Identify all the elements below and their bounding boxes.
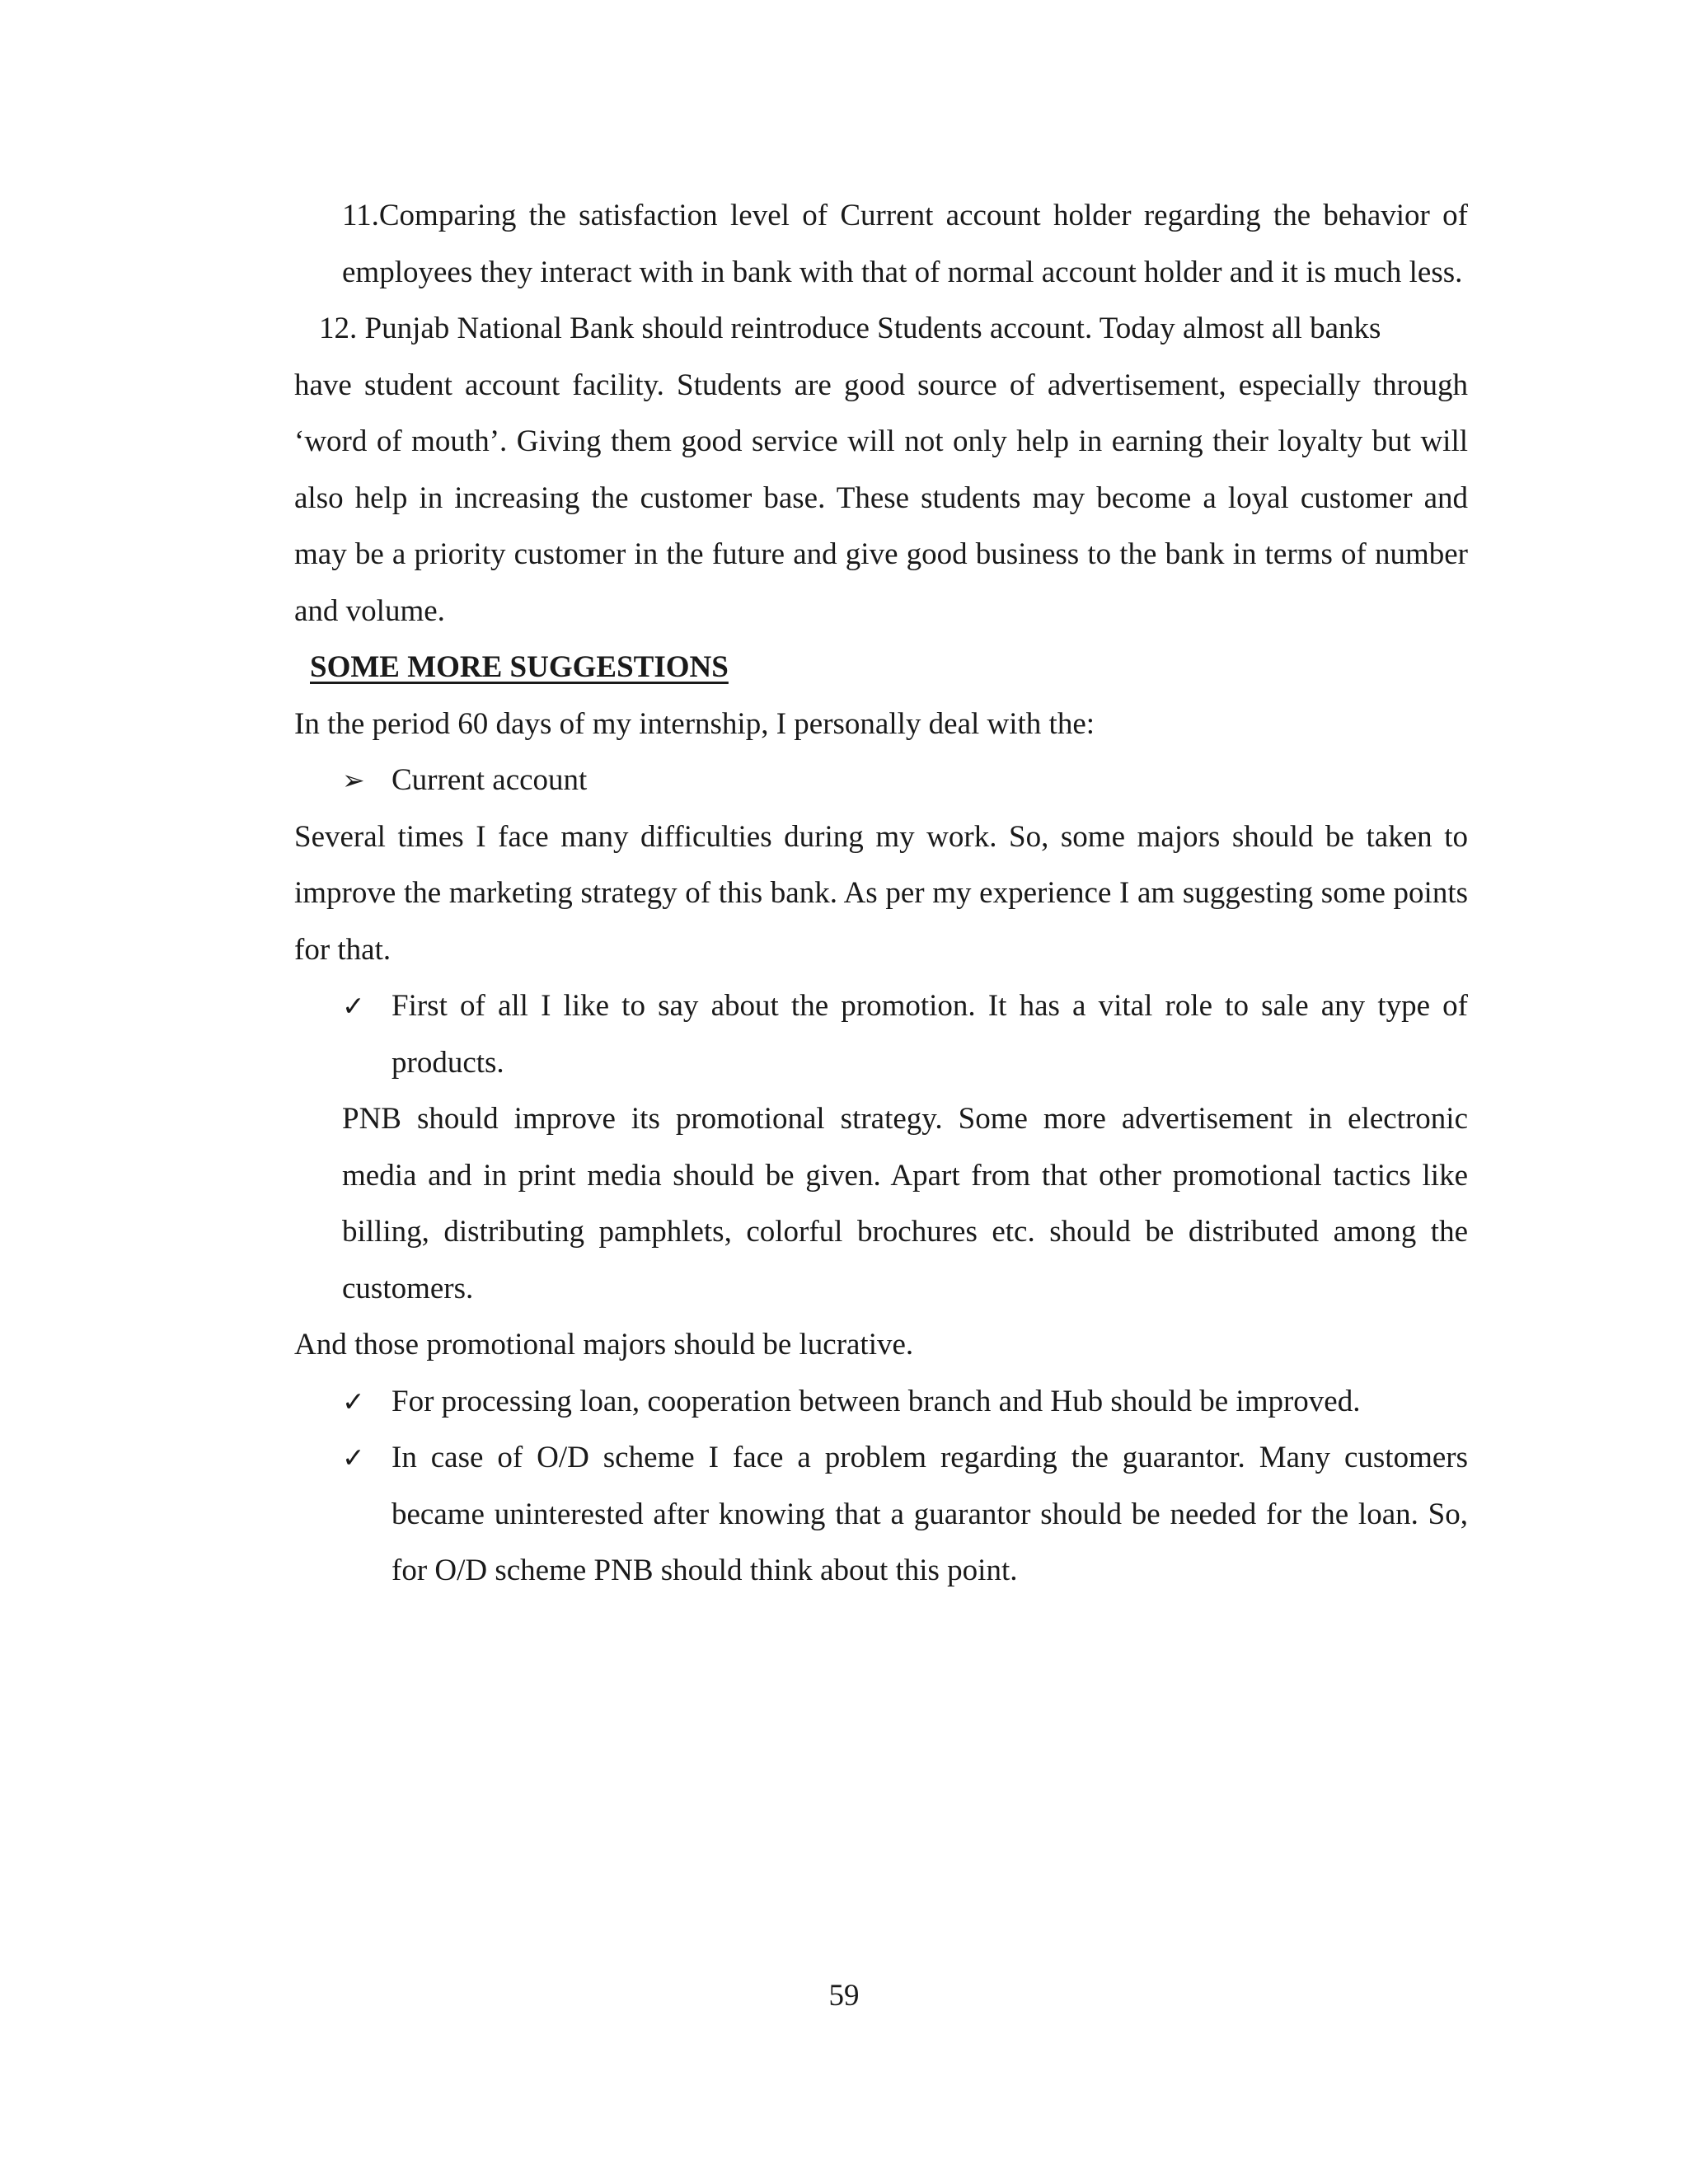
- arrow-bullet-icon: ➢: [342, 764, 365, 796]
- suggestion-item-12-lead: 12. Punjab National Bank should reintroduce Students account. Today almost all banks: [319, 312, 1381, 345]
- suggestion-item-12-body: have student account facility. Students are good source of advertisement, especially through ‘word of mouth’. Giving them good service will not only help in earning their loyalty but will also help in increasing the customer base. These students may become a loyal customer and may be a priority customer in the future and give good business to the bank in terms of number and volume.: [294, 368, 1468, 628]
- suggestion-item-11: 11.Comparing the satisfaction level of Current account holder regarding the behavior of employees they interact with in bank with that of normal account holder and it is much less.: [342, 199, 1468, 289]
- page-body: [294, 188, 1468, 1600]
- difficulties-paragraph: Several times I face many difficulties during my work. So, some majors should be taken to improve the marketing strategy of this bank. As per my experience I am suggesting some points for that.: [294, 819, 1468, 967]
- promotion-paragraph: PNB should improve its promotional strategy. Some more advertisement in electronic media and in print media should be given. Apart from that other promotional tactics like billing, distributing pamphlets, colorful brochures etc. should be distributed among the customers.: [342, 1102, 1468, 1305]
- checkmark-icon: ✓: [342, 990, 365, 1022]
- checkmark-icon: ✓: [342, 1385, 365, 1418]
- intro-line: In the period 60 days of my internship, I personally deal with the:: [294, 706, 1095, 741]
- check-list-item-text: First of all I like to say about the promotion. It has a vital role to sale any type of products.: [392, 989, 1468, 1080]
- check-list-item: [294, 1374, 1468, 1431]
- checkmark-icon: ✓: [342, 1441, 365, 1474]
- check-list-item-text: For processing loan, cooperation between branch and Hub should be improved.: [392, 1384, 1361, 1418]
- check-list-item: [294, 1430, 1468, 1600]
- suggestion-item-12: [294, 301, 1468, 640]
- arrow-list-item-text: Current account: [392, 763, 588, 797]
- page-number: 59: [828, 1979, 860, 2013]
- lucrative-line: And those promotional majors should be lucrative.: [294, 1328, 914, 1361]
- check-list-item: [294, 978, 1468, 1091]
- section-heading: SOME MORE SUGGESTIONS: [310, 650, 729, 684]
- arrow-list-item: [294, 752, 1468, 809]
- check-list-item-text: In case of O/D scheme I face a problem regarding the guarantor. Many customers became uninterested after knowing that a guarantor should be needed for the loan. So, for O/D scheme PNB should think about this point.: [392, 1441, 1468, 1587]
